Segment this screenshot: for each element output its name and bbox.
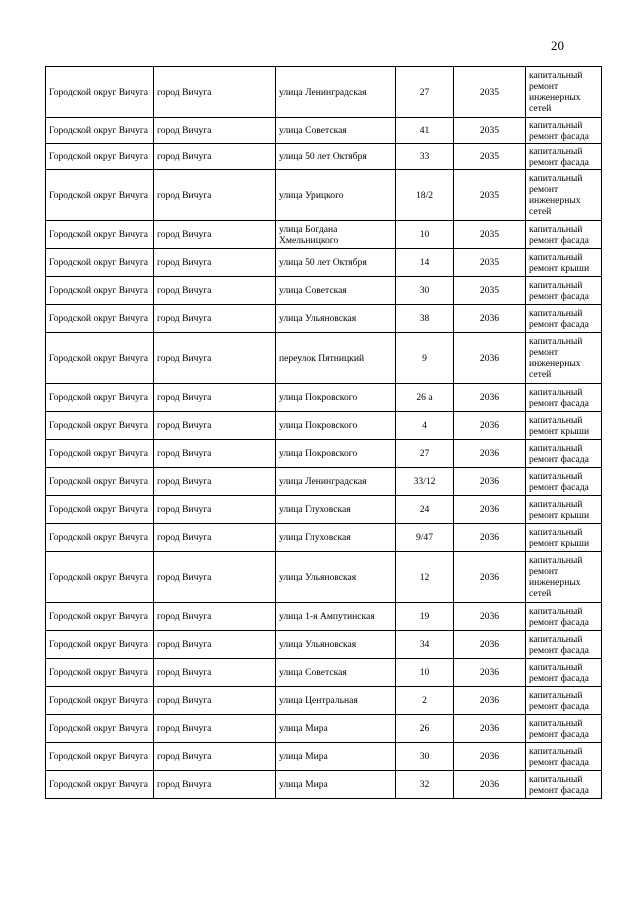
year-cell: 2036	[454, 659, 526, 687]
work-type-cell: капитальный ремонт инженерных сетей	[526, 170, 602, 221]
year-cell: 2036	[454, 333, 526, 384]
street-cell: улица Мира	[276, 715, 396, 743]
table-row	[46, 659, 602, 687]
city-cell: город Вичуга	[154, 333, 276, 384]
municipality-cell: Городской округ Вичуга	[46, 659, 154, 687]
house-number-cell: 18/2	[396, 170, 454, 221]
house-number-cell: 26 а	[396, 384, 454, 412]
year-cell: 2036	[454, 524, 526, 552]
city-cell: город Вичуга	[154, 118, 276, 144]
municipality-cell: Городской округ Вичуга	[46, 603, 154, 631]
table-row	[46, 603, 602, 631]
municipality-cell: Городской округ Вичуга	[46, 305, 154, 333]
year-cell: 2036	[454, 468, 526, 496]
year-cell: 2035	[454, 277, 526, 305]
table-row	[46, 221, 602, 249]
table-row	[46, 771, 602, 799]
street-cell: улица Ульяновская	[276, 631, 396, 659]
municipality-cell: Городской округ Вичуга	[46, 743, 154, 771]
work-type-cell: капитальный ремонт инженерных сетей	[526, 333, 602, 384]
table-row	[46, 715, 602, 743]
house-number-cell: 14	[396, 249, 454, 277]
city-cell: город Вичуга	[154, 221, 276, 249]
table-row	[46, 440, 602, 468]
work-type-cell: капитальный ремонт фасада	[526, 144, 602, 170]
work-type-cell: капитальный ремонт фасада	[526, 468, 602, 496]
year-cell: 2036	[454, 631, 526, 659]
work-type-cell: капитальный ремонт фасада	[526, 631, 602, 659]
city-cell: город Вичуга	[154, 144, 276, 170]
work-type-cell: капитальный ремонт фасада	[526, 384, 602, 412]
street-cell: улица Ульяновская	[276, 305, 396, 333]
work-type-cell: капитальный ремонт фасада	[526, 743, 602, 771]
year-cell: 2035	[454, 170, 526, 221]
house-number-cell: 24	[396, 496, 454, 524]
year-cell: 2035	[454, 249, 526, 277]
year-cell: 2036	[454, 743, 526, 771]
street-cell: улица Глуховская	[276, 496, 396, 524]
house-number-cell: 27	[396, 67, 454, 118]
house-number-cell: 12	[396, 552, 454, 603]
municipality-cell: Городской округ Вичуга	[46, 496, 154, 524]
city-cell: город Вичуга	[154, 687, 276, 715]
year-cell: 2036	[454, 603, 526, 631]
table-row	[46, 496, 602, 524]
house-number-cell: 32	[396, 771, 454, 799]
work-type-cell: капитальный ремонт фасада	[526, 659, 602, 687]
work-type-cell: капитальный ремонт фасада	[526, 118, 602, 144]
house-number-cell: 4	[396, 412, 454, 440]
work-type-cell: капитальный ремонт крыши	[526, 496, 602, 524]
house-number-cell: 41	[396, 118, 454, 144]
city-cell: город Вичуга	[154, 412, 276, 440]
municipality-cell: Городской округ Вичуга	[46, 468, 154, 496]
work-type-cell: капитальный ремонт фасада	[526, 771, 602, 799]
house-number-cell: 10	[396, 659, 454, 687]
city-cell: город Вичуга	[154, 440, 276, 468]
street-cell: улица Центральная	[276, 687, 396, 715]
house-number-cell: 26	[396, 715, 454, 743]
house-number-cell: 33	[396, 144, 454, 170]
house-number-cell: 30	[396, 277, 454, 305]
city-cell: город Вичуга	[154, 524, 276, 552]
year-cell: 2036	[454, 771, 526, 799]
street-cell: улица Советская	[276, 118, 396, 144]
municipality-cell: Городской округ Вичуга	[46, 715, 154, 743]
table-row	[46, 333, 602, 384]
street-cell: улица Покровского	[276, 412, 396, 440]
municipality-cell: Городской округ Вичуга	[46, 170, 154, 221]
municipality-cell: Городской округ Вичуга	[46, 221, 154, 249]
year-cell: 2036	[454, 552, 526, 603]
year-cell: 2036	[454, 440, 526, 468]
house-number-cell: 33/12	[396, 468, 454, 496]
city-cell: город Вичуга	[154, 603, 276, 631]
city-cell: город Вичуга	[154, 67, 276, 118]
city-cell: город Вичуга	[154, 468, 276, 496]
year-cell: 2036	[454, 687, 526, 715]
work-type-cell: капитальный ремонт фасада	[526, 305, 602, 333]
city-cell: город Вичуга	[154, 384, 276, 412]
table-row	[46, 305, 602, 333]
year-cell: 2035	[454, 144, 526, 170]
table-row	[46, 412, 602, 440]
city-cell: город Вичуга	[154, 743, 276, 771]
municipality-cell: Городской округ Вичуга	[46, 687, 154, 715]
city-cell: город Вичуга	[154, 496, 276, 524]
street-cell: улица 50 лет Октября	[276, 144, 396, 170]
table-row	[46, 277, 602, 305]
page-number: 20	[551, 38, 564, 53]
municipality-cell: Городской округ Вичуга	[46, 118, 154, 144]
street-cell: улица 1-я Ампутинская	[276, 603, 396, 631]
municipality-cell: Городской округ Вичуга	[46, 552, 154, 603]
year-cell: 2036	[454, 412, 526, 440]
city-cell: город Вичуга	[154, 249, 276, 277]
city-cell: город Вичуга	[154, 305, 276, 333]
street-cell: улица Ленинградская	[276, 468, 396, 496]
municipality-cell: Городской округ Вичуга	[46, 333, 154, 384]
municipality-cell: Городской округ Вичуга	[46, 440, 154, 468]
municipality-cell: Городской округ Вичуга	[46, 771, 154, 799]
street-cell: улица Богдана Хмельницкого	[276, 221, 396, 249]
city-cell: город Вичуга	[154, 715, 276, 743]
city-cell: город Вичуга	[154, 659, 276, 687]
table-row	[46, 118, 602, 144]
table-row	[46, 144, 602, 170]
street-cell: улица Советская	[276, 277, 396, 305]
municipality-cell: Городской округ Вичуга	[46, 67, 154, 118]
street-cell: улица Покровского	[276, 384, 396, 412]
work-type-cell: капитальный ремонт фасада	[526, 221, 602, 249]
work-type-cell: капитальный ремонт инженерных сетей	[526, 67, 602, 118]
year-cell: 2036	[454, 496, 526, 524]
work-type-cell: капитальный ремонт фасада	[526, 277, 602, 305]
city-cell: город Вичуга	[154, 277, 276, 305]
table-row	[46, 468, 602, 496]
work-type-cell: капитальный ремонт крыши	[526, 524, 602, 552]
city-cell: город Вичуга	[154, 170, 276, 221]
street-cell: улица Покровского	[276, 440, 396, 468]
table-row	[46, 743, 602, 771]
municipality-cell: Городской округ Вичуга	[46, 277, 154, 305]
house-number-cell: 2	[396, 687, 454, 715]
work-type-cell: капитальный ремонт крыши	[526, 412, 602, 440]
table-row	[46, 524, 602, 552]
work-type-cell: капитальный ремонт фасада	[526, 603, 602, 631]
street-cell: улица Мира	[276, 743, 396, 771]
street-cell: улица Глуховская	[276, 524, 396, 552]
house-number-cell: 19	[396, 603, 454, 631]
municipality-cell: Городской округ Вичуга	[46, 384, 154, 412]
municipality-cell: Городской округ Вичуга	[46, 524, 154, 552]
street-cell: улица Ленинградская	[276, 67, 396, 118]
house-number-cell: 9	[396, 333, 454, 384]
table-row	[46, 170, 602, 221]
house-number-cell: 9/47	[396, 524, 454, 552]
repair-schedule-table	[45, 66, 602, 799]
year-cell: 2036	[454, 305, 526, 333]
house-number-cell: 34	[396, 631, 454, 659]
municipality-cell: Городской округ Вичуга	[46, 631, 154, 659]
work-type-cell: капитальный ремонт фасада	[526, 687, 602, 715]
year-cell: 2036	[454, 715, 526, 743]
city-cell: город Вичуга	[154, 552, 276, 603]
year-cell: 2035	[454, 118, 526, 144]
year-cell: 2035	[454, 67, 526, 118]
street-cell: переулок Пятницкий	[276, 333, 396, 384]
city-cell: город Вичуга	[154, 631, 276, 659]
municipality-cell: Городской округ Вичуга	[46, 249, 154, 277]
table-row	[46, 67, 602, 118]
street-cell: улица Урицкого	[276, 170, 396, 221]
table-row	[46, 631, 602, 659]
table-row	[46, 249, 602, 277]
house-number-cell: 38	[396, 305, 454, 333]
house-number-cell: 30	[396, 743, 454, 771]
work-type-cell: капитальный ремонт крыши	[526, 249, 602, 277]
work-type-cell: капитальный ремонт фасада	[526, 715, 602, 743]
house-number-cell: 27	[396, 440, 454, 468]
street-cell: улица Мира	[276, 771, 396, 799]
city-cell: город Вичуга	[154, 771, 276, 799]
street-cell: улица 50 лет Октября	[276, 249, 396, 277]
street-cell: улица Ульяновская	[276, 552, 396, 603]
work-type-cell: капитальный ремонт фасада	[526, 440, 602, 468]
year-cell: 2036	[454, 384, 526, 412]
year-cell: 2035	[454, 221, 526, 249]
work-type-cell: капитальный ремонт инженерных сетей	[526, 552, 602, 603]
street-cell: улица Советская	[276, 659, 396, 687]
house-number-cell: 10	[396, 221, 454, 249]
table-row	[46, 687, 602, 715]
municipality-cell: Городской округ Вичуга	[46, 412, 154, 440]
table-row	[46, 552, 602, 603]
table-row	[46, 384, 602, 412]
municipality-cell: Городской округ Вичуга	[46, 144, 154, 170]
